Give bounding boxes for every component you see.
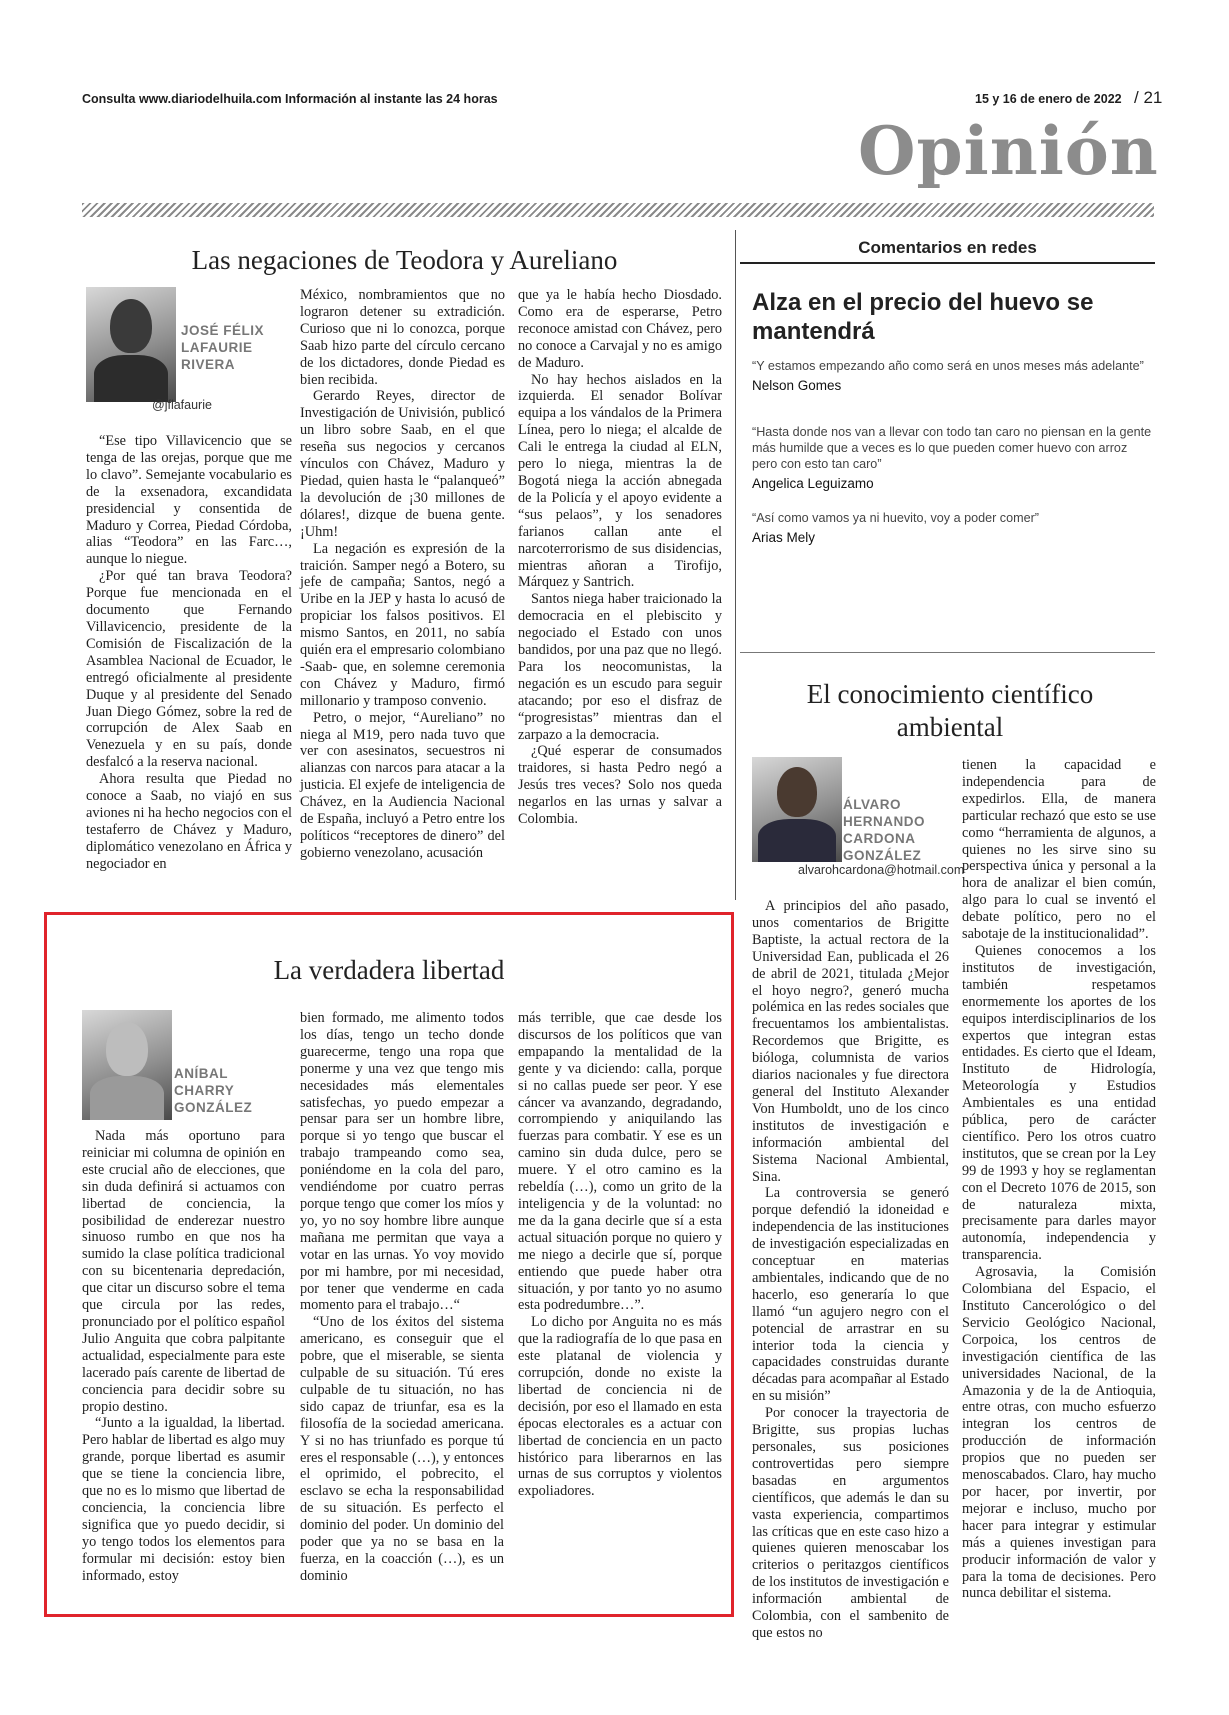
comment-item — [752, 424, 1152, 491]
article-3-column-2: bien formado, me alimento todos los días, tengo un techo donde guarecerme, tengo una ropa que ponerme y una vez que tengo mis necesidades más elementales satisfechas, yo puedo empezar a pensar para ser un hombre libre, porque si yo tengo que buscar el trabajo trampeando como sea, poniéndome en la cola del paro, vendiéndome por cuatro perras porque tengo que comer los míos y yo, yo no soy hombre libre aunque mañana me permitan que vaya a votar en las urnas. Yo voy movido por mi hambre, por mi necesidad, por tener que venderme en cada momento para el trabajo…“ “Uno de los éxitos del sistema americano, es conseguir que el pobre, que el miserable, se sienta culpable de su situación. Tú eres culpable de tu situación, no has sido capaz de triunfar, esa es la filosofía de la sociedad americana. Y si no has triunfado es porque tú eres el responsable (…), y entonces el oprimido, el pobrecito, el esclavo se echa la responsabilidad de su situación. Es perfecto el dominio del poder. Un dominio del poder que ya no se basa en la fuerza, en la coacción (…), es un dominio — [300, 1010, 504, 1584]
comments-bottom-rule — [740, 652, 1155, 653]
comment-quote: “Y estamos empezando año como será en unos meses más adelante” — [752, 359, 1144, 373]
comment-author: Angelica Leguizamo — [752, 476, 874, 491]
website-banner: Consulta www.diariodelhuila.com Información al instante las 24 horas — [82, 92, 498, 106]
comments-headline: Alza en el precio del huevo se mantendrá — [752, 289, 1094, 345]
comment-item — [752, 510, 1152, 545]
comment-author: Arias Mely — [752, 530, 816, 545]
article-1-title: Las negaciones de Teodora y Aureliano — [191, 245, 618, 275]
article-2-column-2: tienen la capacidad e independencia para de expedirlos. Ella, de manera particular rechazó que esto se use como “herramienta de algunos, a quienes no les sirve sino su perspectiva única y personal a la hora de analizar el bien común, algo para lo cual se inventó el debate político, pero no el sabotaje de la institucionalidad”. Quienes conocemos a los institutos de investigación, también respetamos enormemente los aportes de los equipos interdisciplinarios de los expertos que integran estas entidades. Es cierto que el Ideam, Instituto de Hidrología, Meteorología y Estudios Ambientales es una entidad pública, pero de carácter científico. Pero los otros cuatro institutos, que se crean por la Ley 99 de 1993 y hoy se reglamentan con el Decreto 1076 de 2015, son de naturaleza mixta, precisamente para darles mayor autonomía, independencia y transparencia. Agrosavia, la Comisión Colombiana del Espacio, el Instituto Cancerológico o del Servicio Geológico Nacional, Corpoica, los centros de investigación científica de las universidades Nacional, de la Amazonia y de la de Antioquia, entre otras, con mucho esfuerzo integran los centros de producción de información propios que no pueden ser menoscabados. Claro, hay mucho por hacer, por invertir, por mejorar e incluso, mucho por hacer para integrar y estimular más a quienes investigan para producir información de valor y para la toma de decisiones. Pero nunca debilitar el sistema. — [962, 757, 1156, 1602]
author-email-cardona: alvarohcardona@hotmail.com — [798, 863, 965, 877]
author-photo-lafaurie — [86, 287, 176, 402]
article-1-column-3: que ya le había hecho Diosdado. Como era de esperarse, Petro reconoce amistad con Chávez, pero no conoce a Carvajal y no es amigo de Maduro. No hay hechos aislados en la izquierda. El senador Bolívar equipa a los vándalos de la Primera Línea, pero lo niega; el alcalde de Cali le entrega la ciudad al ELN, pero lo niega, mientras la de Bogotá niega la acción abnegada de la Policía y el apoyo evidente a “sus pelaos”, y los senadores farianos callan ante el narcoterrorismo de sus disidencias, mientras añoran a Tirofijo, Márquez y Santrich. Santos niega haber traicionado la democracia en el plebiscito y negociado el Estado con unos bandidos, por una paz que no llegó. Para los neocomunistas, la negación es un escudo para seguir atacando; por eso el disfraz de “progresistas” mientras dan el zarpazo a la democracia. ¿Qué esperar de consumados traidores, si hasta Pedro negó a Jesús tres veces? Solo nos queda negarlos en las urnas y salvar a Colombia. — [518, 287, 722, 828]
author-photo-charry — [82, 1010, 172, 1120]
author-handle-lafaurie: @jflafaurie — [152, 398, 212, 412]
header-divider — [82, 203, 1154, 217]
author-name-lafaurie: JOSÉ FÉLIX LAFAURIE RIVERA — [181, 323, 265, 372]
article-1-column-1: “Ese tipo Villavicencio que se tenga de las orejas, porque que me lo clavo”. Semejante vocabulario es de la exsenadora, excandidata presidencial y consentida de Maduro y Correa, Piedad Córdoba, alias “Teodora” en las Farc…, aunque lo niegue. ¿Por qué tan brava Teodora? Porque fue mencionada en el documento que Fernando Villavicencio, presidente de la Comisión de Fiscalización de la Asamblea Nacional de Ecuador, le entregó oficialmente al presidente Duque y al presidente del Senado Juan Diego Gómez, sobre la red de corrupción de Alex Saab en Venezuela y en su país, donde desfalcó a la reserva nacional. Ahora resulta que Piedad no conoce a Saab, no viajó en sus aviones ni ha hecho negocios con el testaferro de Chávez y Maduro, diplomático venezolano en África y negociador en — [86, 433, 292, 872]
section-title: Opinión — [858, 112, 1159, 190]
comment-quote: “Hasta donde nos van a llevar con todo tan caro no piensan en la gente más humilde que a veces es lo que pueden comer huevo con arroz pero con esto tan caro” — [752, 425, 1152, 471]
article-1-column-2: México, nombramientos que no lograron detener su extradición. Curioso que ni lo conozca, porque Saab hizo parte del círculo cercano de los dictadores, donde Piedad es bien recibida. Gerardo Reyes, director de Investigación de Univisión, publicó un libro sobre Saab, en el que reseña sus negocios y cercanos vínculos con Chávez, Maduro y Piedad, quien hasta le “palanqueó” la devolución de ¡30 millones de dólares!, dizque de buena gente. ¡Uhm! La negación es expresión de la traición. Samper negó a Botero, su jefe de campaña; Santos, negó a Uribe en la JEP y hasta lo acusó de propiciar los falsos positivos. El mismo Santos, en 2011, no sabía quién era el empresario colombiano -Saab- que, en solemne ceremonia con Chávez y Maduro, firmó millonario y tramposo convenio. Petro, o mejor, “Aureliano” no niega al M19, pero nada tuvo que ver con asesinatos, secuestros ni alianzas con narcos para atacar a la justicia. El exjefe de inteligencia de Chávez, en la Audiencia Nacional de España, incluyó a Petro entre los políticos “receptores de dinero” del gobierno venezolano, acusación — [300, 287, 505, 861]
author-photo-cardona — [752, 757, 842, 862]
article-3-column-1: Nada más oportuno para reiniciar mi columna de opinión en este crucial año de elecciones, que sin duda definirá si actuamos con libertad de conciencia, la posibilidad de enderezar nuestro sinuoso rumbo en que nos ha sumido la clase política tradicional con su bicentenaria depredación, que citar un discurso sobre el tema que circula por las redes, pronunciado por el político español Julio Anguita que cobra palpitante actualidad, especialmente para este lacerado país carente de libertad de conciencia para decidir sobre su propio destino. “Junto a la igualdad, la libertad. Pero hablar de libertad es algo muy grande, porque libertad es asumir que se tiene la conciencia libre, que no es lo mismo que libertad de conciencia, la conciencia libre significa que yo puedo decidir, si yo tengo todos los elementos para formular mi decisión: estoy bien informado, estoy — [82, 1128, 285, 1584]
comments-rule — [740, 262, 1155, 264]
article-2-title: El conocimiento científico ambiental — [806, 679, 1094, 742]
page-number: / 21 — [1134, 88, 1163, 107]
column-divider — [735, 230, 736, 900]
article-3-title: La verdadera libertad — [273, 955, 505, 985]
author-name-cardona: ÁLVARO HERNANDO CARDONA GONZÁLEZ — [843, 797, 926, 863]
comment-author: Nelson Gomes — [752, 378, 842, 393]
author-name-charry: ANÍBAL CHARRY GONZÁLEZ — [174, 1066, 253, 1115]
article-2-column-1: A principios del año pasado, unos comentarios de Brigitte Baptiste, la actual rectora de la Universidad Ean, publicada el 26 de abril de 2021, titulada ¿Mejor el hoyo negro?, generó mucha polémica en las redes sociales que frecuentamos los ambientalistas. Recordemos que Brigitte, es bióloga, columnista de varios diarios nacionales y fue directora general del Instituto Alexander Von Humboldt, uno de los cinco institutos de investigación e información ambiental del Sistema Nacional Ambiental, Sina. La controversia se generó porque defendió la idoneidad e independencia de las instituciones de investigación especializadas en conceptuar en materias ambientales, indicando que de no hacerlo, eso generaría lo que llamó “un agujero negro con el potencial de arrastrar en su interior toda la ciencia y capacidades construidas durante décadas para acompañar al Estado en su misión” Por conocer la trayectoria de Brigitte, sus propias luchas personales, sus posiciones controvertidas pero siempre basadas en argumentos científicos, que además le dan su vasta experiencia, compartimos las críticas que en este caso hizo a quienes quieren menoscabar los criterios o peritazgos científicos de los institutos de investigación e información ambiental de Colombia, con el sambenito de que estos no — [752, 898, 949, 1641]
comment-quote: “Así como vamos ya ni huevito, voy a poder comer” — [752, 511, 1039, 525]
article-3-column-3: más terrible, que cae desde los discursos de los políticos que van empapando la mentalidad de la gente y va diciendo: calla, porque si no callas puede ser peor. Y ese cáncer va avanzando, degradando, corrompiendo y aniquilando las fuerzas para combatir. Y ese es un camino sin duda dulce, pero se muere. Y el otro camino es la rebeldía (…), como un grito de la inteligencia y de la voluntad: no me da la gana decirle que sí a esta actual situación porque no quiero y me niego a decirle que sí, porque entiendo que puede haber otra situación, y por tanto yo no asumo esta podredumbre…”. Lo dicho por Anguita no es más que la radiografía de lo que pasa en este platanal de violencia y corrupción, donde no existe la libertad de conciencia ni de decisión, por eso el llamado en esta épocas electorales es a actuar con libertad de conciencia en un pacto histórico para liberarnos en las urnas de sus corruptos y violentos expoliadores. — [518, 1010, 722, 1500]
comment-item — [752, 358, 1152, 393]
issue-date: 15 y 16 de enero de 2022 — [975, 92, 1122, 106]
comments-section-label: Comentarios en redes — [858, 238, 1037, 257]
